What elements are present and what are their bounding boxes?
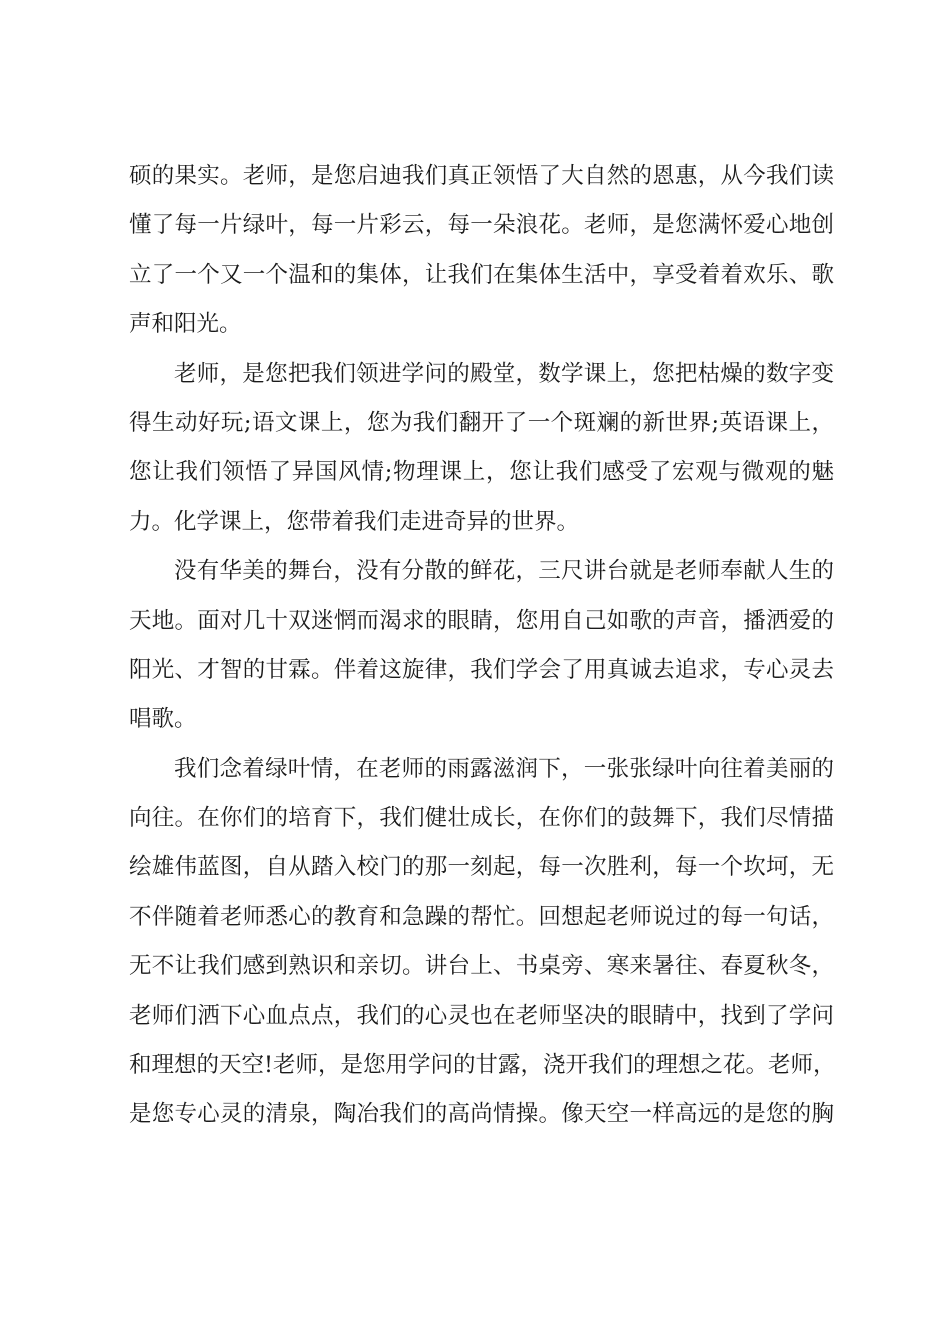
text-line: 力。化学课上，您带着我们走进奇异的世界。 (129, 508, 580, 535)
text-line: 阳光、才智的甘霖。伴着这旋律，我们学会了用真诚去追求，专心灵去 (129, 656, 834, 683)
text-line: 唱歌。 (129, 706, 197, 733)
document-body (129, 152, 834, 1140)
paragraph-2 (129, 350, 834, 548)
text-line: 声和阳光。 (129, 311, 242, 338)
text-line: 硕的果实。老师，是您启迪我们真正领悟了大自然的恩惠，从今我们读 (129, 163, 834, 189)
text-line: 向往。在你们的培育下，我们健壮成长，在你们的鼓舞下，我们尽情描 (129, 805, 834, 832)
text-line: 不伴随着老师悉心的教育和急躁的帮忙。回想起老师说过的每一句话， (129, 903, 834, 930)
text-line: 无不让我们感到熟识和亲切。讲台上、书桌旁、寒来暑往、春夏秋冬， (129, 953, 834, 980)
paragraph-4 (129, 745, 834, 1140)
text-line: 得生动好玩;语文课上，您为我们翻开了一个斑斓的新世界;英语课上， (129, 409, 834, 436)
text-line: 是您专心灵的清泉，陶冶我们的高尚情操。像天空一样高远的是您的胸 (129, 1101, 834, 1128)
text-line: 和理想的天空!老师，是您用学问的甘露，浇开我们的理想之花。老师， (129, 1052, 836, 1079)
text-line: 天地。面对几十双迷惘而渴求的眼睛，您用自己如歌的声音，播洒爱的 (129, 607, 834, 634)
text-line: 老师，是您把我们领进学问的殿堂，数学课上，您把枯燥的数字变 (174, 360, 834, 387)
text-line: 老师们洒下心血点点，我们的心灵也在老师坚决的眼睛中，找到了学问 (129, 1002, 834, 1029)
paragraph-3 (129, 547, 834, 745)
text-line: 懂了每一片绿叶，每一片彩云，每一朵浪花。老师，是您满怀爱心地创 (129, 212, 834, 239)
text-line: 没有华美的舞台，没有分散的鲜花，三尺讲台就是老师奉献人生的 (174, 558, 834, 585)
paragraph-1 (129, 152, 834, 350)
text-line: 绘雄伟蓝图，自从踏入校门的那一刻起，每一次胜利，每一个坎坷，无 (129, 854, 834, 881)
text-line: 我们念着绿叶情，在老师的雨露滋润下，一张张绿叶向往着美丽的 (174, 755, 834, 782)
text-line: 您让我们领悟了异国风情;物理课上，您让我们感受了宏观与微观的魅 (129, 459, 834, 486)
text-line: 立了一个又一个温和的集体，让我们在集体生活中，享受着着欢乐、歌 (129, 261, 834, 288)
